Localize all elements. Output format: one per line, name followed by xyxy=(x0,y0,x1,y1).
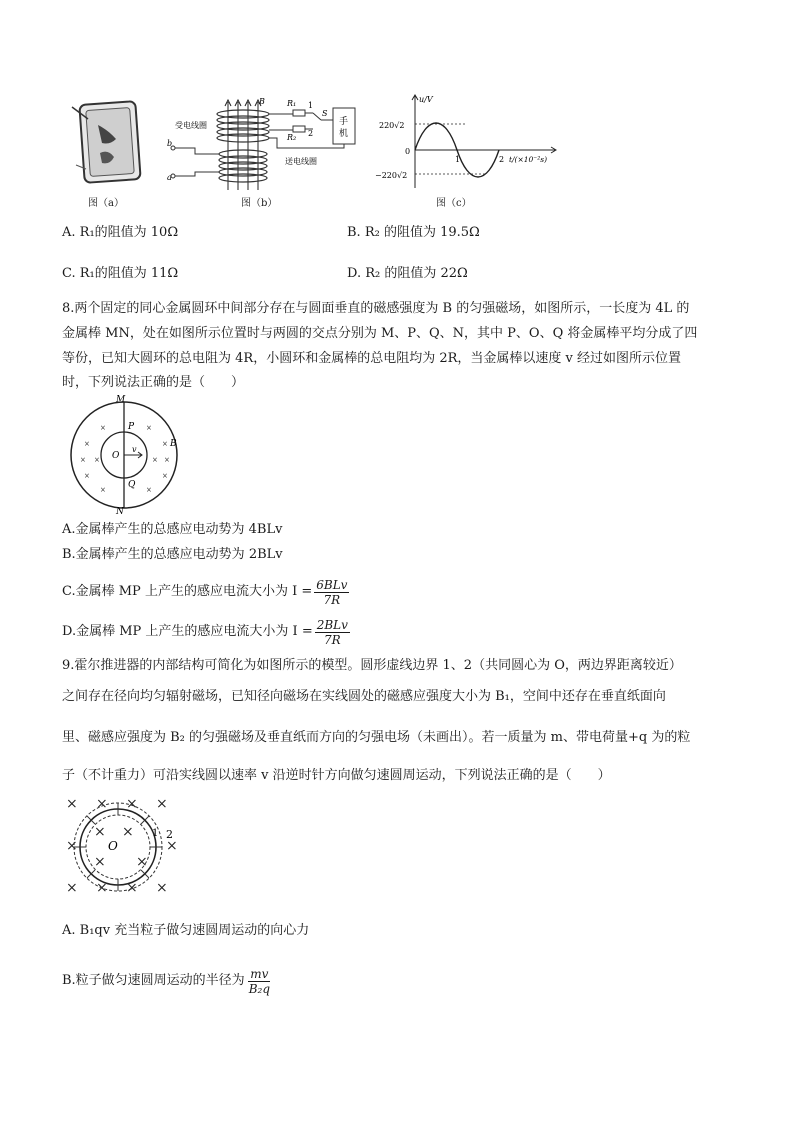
q8-option-d-denominator: 7R xyxy=(323,632,341,647)
svg-text:2: 2 xyxy=(499,155,505,164)
q9-option-b-prefix: B.粒子做匀速圆周运动的半径为 xyxy=(62,973,245,988)
figure-a-caption: 图（a） xyxy=(88,198,124,209)
q9-option-b-denominator: B₂q xyxy=(248,981,270,996)
q8-label-o: O xyxy=(112,451,120,461)
svg-text:×: × xyxy=(126,796,138,812)
q7-option-d: D. R₂ 的阻值为 22Ω xyxy=(347,266,468,281)
q7-option-a: A. R₁的阻值为 10Ω xyxy=(62,225,179,240)
svg-text:×: × xyxy=(126,880,138,896)
q9-option-b-numerator: mv xyxy=(250,966,269,981)
svg-text:×: × xyxy=(162,472,168,480)
svg-text:×: × xyxy=(156,880,168,896)
svg-text:×: × xyxy=(96,796,108,812)
svg-text:×: × xyxy=(66,880,78,896)
q9-option-b xyxy=(62,962,274,1000)
svg-text:b: b xyxy=(167,139,173,148)
svg-text:×: × xyxy=(84,440,90,448)
q8-label-n: N xyxy=(116,507,124,514)
q8-stem-line-1: 8.两个固定的同心金属圆环中间部分存在与圆面垂直的磁感强度为 B 的匀强磁场，如图所示，一长度为 4L 的 xyxy=(62,301,690,316)
label-r2: R₂ xyxy=(287,133,297,142)
q8-label-v: v xyxy=(132,445,137,454)
svg-text:×: × xyxy=(136,854,148,870)
q8-label-m: M xyxy=(116,395,126,405)
svg-text:×: × xyxy=(164,456,170,464)
svg-text:×: × xyxy=(84,472,90,480)
c-yaxis-label: u/V xyxy=(419,95,433,104)
svg-text:×: × xyxy=(146,424,152,432)
svg-text:a: a xyxy=(167,173,172,182)
figure-a-phone xyxy=(70,95,150,200)
q8-figure-concentric-rings xyxy=(66,394,190,514)
svg-text:S: S xyxy=(322,109,328,118)
q9-label-2: 2 xyxy=(166,828,173,841)
q8-option-b: B.金属棒产生的总感应电动势为 2BLv xyxy=(62,547,283,562)
figure-b-coils xyxy=(165,96,360,196)
q8-label-p: P xyxy=(128,422,135,432)
label-receive-coil: 受电线圈 xyxy=(175,121,207,130)
svg-text:×: × xyxy=(166,838,178,854)
q8-option-c-fraction xyxy=(314,578,349,607)
c-peak-label: 220√2 xyxy=(379,121,405,130)
svg-text:×: × xyxy=(94,854,106,870)
label-phone: 手 xyxy=(339,117,349,127)
q8-stem-line-2: 金属棒 MN，处在如图所示位置时与两圆的交点分别为 M、P、Q、N，其中 P、O、Q 将金属棒平均分成了四 xyxy=(62,326,698,341)
label-r1: R₁ xyxy=(287,99,297,108)
q9-stem-line-1: 9.霍尔推进器的内部结构可简化为如图所示的模型。圆形虚线边界 1、2（共同圆心为 O，两边界距离较近） xyxy=(62,658,682,673)
q8-label-b: B xyxy=(170,439,177,449)
q9-option-a: A. B₁qv 充当粒子做匀速圆周运动的向心力 xyxy=(62,923,310,938)
q7-option-b: B. R₂ 的阻值为 19.5Ω xyxy=(347,225,480,240)
q8-option-d-fraction xyxy=(315,618,350,647)
q8-stem-line-3: 等份，已知大圆环的总电阻为 4R，小圆环和金属棒的总电阻均为 2R，当金属棒以速度 v 经过如图所示位置 xyxy=(62,351,681,366)
q9-label-o: O xyxy=(108,839,118,853)
svg-text:×: × xyxy=(100,486,106,494)
svg-text:×: × xyxy=(96,880,108,896)
q9-option-b-fraction xyxy=(247,967,272,996)
svg-text:×: × xyxy=(122,824,134,840)
q8-option-c-prefix: C.金属棒 MP 上产生的感应电流大小为 I = xyxy=(62,584,313,599)
svg-text:×: × xyxy=(94,824,106,840)
svg-text:1: 1 xyxy=(308,101,314,110)
q9-stem-line-4: 子（不计重力）可沿实线圆以速率 v 沿逆时针方向做匀速圆周运动，下列说法正确的是（ ） xyxy=(62,768,611,783)
q8-option-d-numerator: 2BLv xyxy=(316,617,348,632)
svg-text:×: × xyxy=(162,440,168,448)
svg-text:×: × xyxy=(156,796,168,812)
q7-option-c: C. R₁的阻值为 11Ω xyxy=(62,266,179,281)
q9-stem-line-2: 之间存在径向均匀辐射磁场，已知径向磁场在实线圆处的磁感应强度大小为 B₁，空间中还存在垂直纸面向 xyxy=(62,689,666,704)
svg-text:1: 1 xyxy=(455,155,461,164)
q8-option-c-denominator: 7R xyxy=(323,592,341,607)
q8-option-c xyxy=(62,574,351,610)
svg-text:0: 0 xyxy=(405,147,411,156)
q8-option-d-prefix: D.金属棒 MP 上产生的感应电流大小为 I = xyxy=(62,624,313,639)
figure-b-caption: 图（b） xyxy=(241,198,278,209)
c-xaxis-label: t/(×10⁻²s) xyxy=(509,155,548,164)
q8-option-a: A.金属棒产生的总感应电动势为 4BLv xyxy=(62,522,283,537)
svg-text:×: × xyxy=(100,424,106,432)
c-neg-peak-label: −220√2 xyxy=(375,171,408,180)
svg-text:机: 机 xyxy=(339,129,349,139)
figure-c-caption: 图（c） xyxy=(436,198,472,209)
svg-text:×: × xyxy=(66,838,78,854)
svg-text:×: × xyxy=(146,486,152,494)
svg-text:B: B xyxy=(259,97,265,106)
q9-stem-line-3: 里、磁感应强度为 B₂ 的匀强磁场及垂直纸而方向的匀强电场（未画出）。若一质量为 m、带电荷量+q 为的粒 xyxy=(62,730,691,745)
svg-text:×: × xyxy=(94,456,100,464)
q8-stem-line-4: 时，下列说法正确的是（ ） xyxy=(62,375,245,390)
q8-option-c-numerator: 6BLv xyxy=(316,577,348,592)
svg-text:×: × xyxy=(66,796,78,812)
svg-text:2: 2 xyxy=(308,129,314,138)
svg-text:×: × xyxy=(80,456,86,464)
q9-label-1: 1 xyxy=(152,828,159,839)
figure-c-sine-wave xyxy=(375,92,565,192)
svg-text:×: × xyxy=(152,456,158,464)
q9-figure-hall-thruster xyxy=(62,792,192,898)
q8-option-d xyxy=(62,614,352,650)
label-send-coil: 送电线圈 xyxy=(285,157,317,166)
q8-label-q: Q xyxy=(128,480,136,490)
